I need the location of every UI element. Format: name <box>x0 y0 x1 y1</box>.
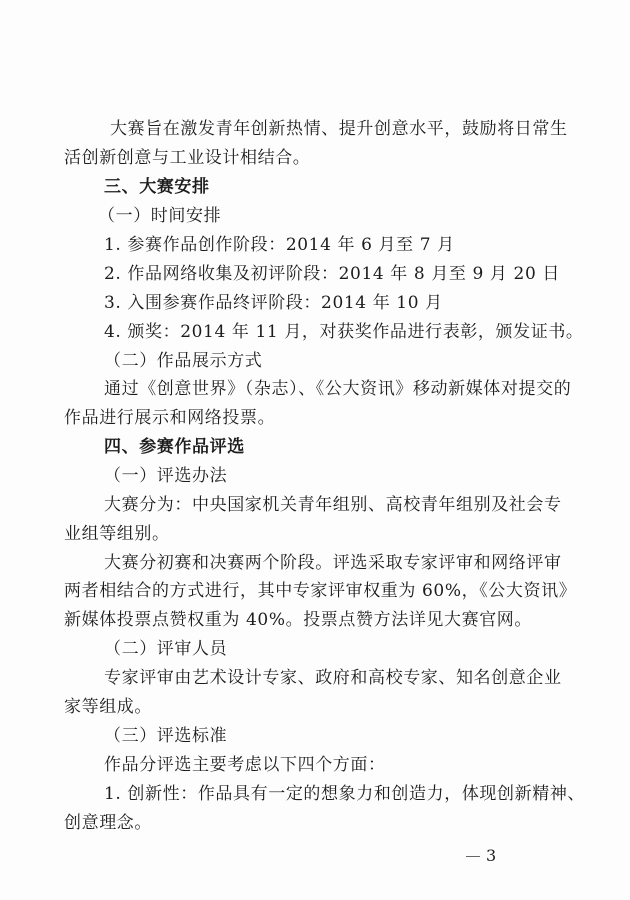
subsection-heading: （一）评选办法 <box>104 466 228 486</box>
body-paragraph-line: 业组等组别。 <box>64 524 170 544</box>
list-item: 1. 参赛作品创作阶段：2014 年 6 月至 7 月 <box>104 235 455 255</box>
section-heading: 三、大赛安排 <box>104 177 210 197</box>
page-number: 3 <box>486 846 497 865</box>
body-paragraph-line: 两者相结合的方式进行，其中专家评审权重为 60%，《公大资讯》 <box>64 581 577 601</box>
subsection-heading: （二）作品展示方式 <box>104 351 263 371</box>
body-paragraph-line: 专家评审由艺术设计专家、政府和高校专家、知名创意企业 <box>104 668 562 688</box>
list-item: 3. 入围参赛作品终评阶段：2014 年 10 月 <box>104 293 443 313</box>
subsection-heading: （一）时间安排 <box>98 206 222 226</box>
body-paragraph-line: 大赛旨在激发青年创新热情、提升创意水平，鼓励将日常生 <box>110 119 568 139</box>
body-paragraph-line: 大赛分为：中央国家机关青年组别、高校青年组别及社会专 <box>104 495 562 515</box>
list-item: 1. 创新性：作品具有一定的想象力和创造力，体现创新精神、 <box>104 784 586 804</box>
body-paragraph-line: 作品分评选主要考虑以下四个方面： <box>104 755 386 775</box>
body-paragraph-line: 家等组成。 <box>64 697 152 717</box>
body-paragraph-line: 新媒体投票点赞权重为 40%。投票点赞方法详见大赛官网。 <box>64 610 532 630</box>
subsection-heading: （二）评审人员 <box>104 639 228 659</box>
body-paragraph-line: 通过《创意世界》（杂志）、《公大资讯》移动新媒体对提交的 <box>104 379 572 399</box>
body-paragraph-line: 大赛分初赛和决赛两个阶段。评选采取专家评审和网络评审 <box>104 553 562 573</box>
list-item: 2. 作品网络收集及初评阶段：2014 年 8 月至 9 月 20 日 <box>104 264 560 284</box>
body-paragraph-line: 活创新创意与工业设计相结合。 <box>64 148 311 168</box>
section-heading: 四、参赛作品评选 <box>104 437 245 457</box>
body-paragraph-line: 作品进行展示和网络投票。 <box>64 408 276 428</box>
body-paragraph-line: 创意理念。 <box>64 813 152 833</box>
list-item: 4. 颁奖：2014 年 11 月，对获奖作品进行表彰，颁发证书。 <box>104 322 584 342</box>
subsection-heading: （三）评选标准 <box>104 726 228 746</box>
